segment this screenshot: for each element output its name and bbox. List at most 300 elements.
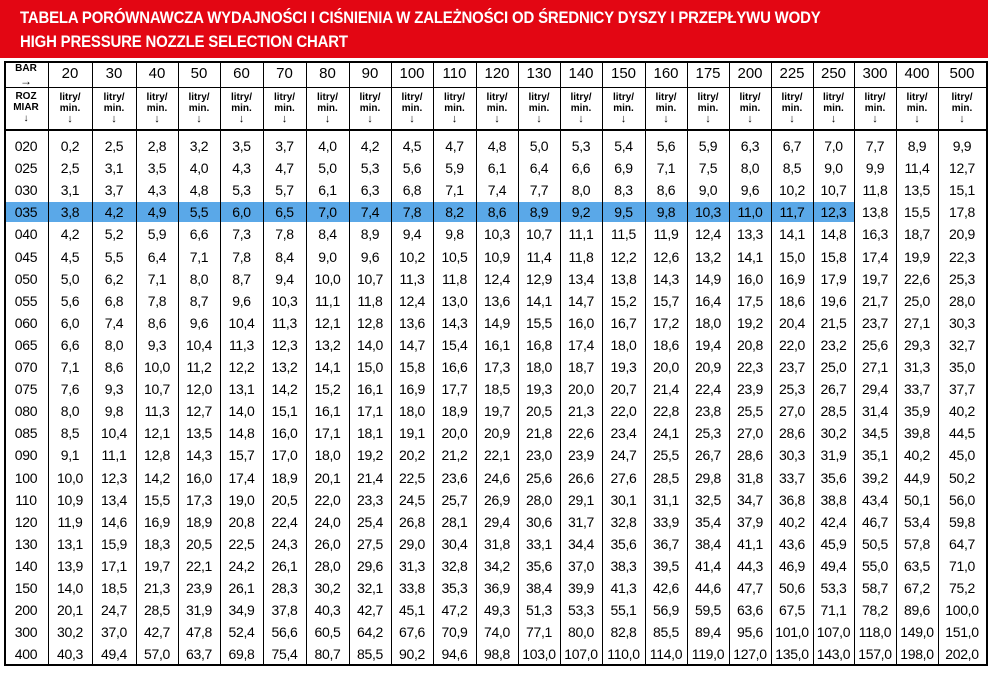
flow-value-cell: 13,3 <box>736 226 764 243</box>
flow-value-cell: 13,9 <box>56 557 84 574</box>
flow-value-cell: 119,0 <box>691 646 725 663</box>
flow-value-cell: 10,5 <box>441 248 468 265</box>
flow-value-cell: 34,5 <box>861 425 889 442</box>
flow-value-cell: 17,1 <box>100 557 128 574</box>
flow-value-cell: 10,0 <box>314 270 341 287</box>
flow-value-cell: 39,2 <box>861 469 889 486</box>
flow-value-cell: 29,4 <box>483 513 511 530</box>
unit-arrow-icon: ↓ <box>959 113 965 125</box>
flow-value-cell: 9,4 <box>275 270 294 287</box>
flow-value-cell: 24,7 <box>610 447 637 464</box>
flow-value-cell: 7,8 <box>232 248 251 265</box>
flow-value-cell: 12,2 <box>228 359 255 375</box>
flow-value-cell: 44,9 <box>903 469 931 486</box>
flow-value-cell: 10,7 <box>820 182 847 199</box>
flow-value-cell: 32,7 <box>948 336 976 353</box>
flow-value-cell: 23,9 <box>736 381 764 398</box>
unit-label-line: min. <box>274 103 295 114</box>
flow-value-cell: 19,4 <box>694 336 722 353</box>
column-divider <box>391 61 392 665</box>
unit-label-line: min. <box>781 103 803 114</box>
flow-value-cell: 127,0 <box>733 646 767 663</box>
flow-value-cell: 19,6 <box>820 292 847 309</box>
flow-value-cell: 50,6 <box>778 580 806 596</box>
flow-value-cell: 39,9 <box>567 580 595 596</box>
flow-value-cell: 13,8 <box>861 204 889 221</box>
flow-value-cell: 7,1 <box>189 248 209 265</box>
flow-value-cell: 12,4 <box>694 226 722 243</box>
flow-value-cell: 64,2 <box>356 624 384 641</box>
flow-value-cell: 25,3 <box>694 425 722 442</box>
unit-arrow-icon: ↓ <box>324 113 331 125</box>
pressure-header: 50 <box>190 65 208 82</box>
flow-value-cell: 38,4 <box>694 535 722 552</box>
pressure-header: 300 <box>862 65 888 82</box>
pressure-header: 500 <box>949 65 975 82</box>
flow-value-cell: 33,7 <box>778 469 806 486</box>
flow-value-cell: 13,5 <box>185 425 213 442</box>
flow-value-cell: 43,4 <box>861 491 889 508</box>
flow-value-cell: 11,1 <box>568 226 594 243</box>
flow-value-cell: 3,1 <box>60 182 80 199</box>
flow-value-cell: 17,5 <box>736 292 764 309</box>
unit-label <box>896 88 938 129</box>
flow-value-cell: 10,7 <box>525 226 553 243</box>
pressure-header: 175 <box>695 65 721 82</box>
flow-value-cell: 10,7 <box>143 381 171 398</box>
nozzle-size-label: 110 <box>15 491 37 508</box>
flow-value-cell: 7,0 <box>318 204 337 221</box>
flow-value-cell: 8,2 <box>445 204 464 221</box>
unit-label <box>602 88 645 129</box>
flow-value-cell: 46,9 <box>778 557 806 574</box>
flow-value-cell: 9,1 <box>60 447 80 464</box>
flow-value-cell: 18,3 <box>143 535 171 552</box>
flow-value-cell: 40,2 <box>948 403 976 420</box>
flow-value-cell: 28,0 <box>314 557 341 574</box>
flow-value-cell: 10,3 <box>483 226 511 243</box>
unit-label <box>729 88 771 129</box>
unit-label-line: min. <box>613 103 634 114</box>
flow-value-cell: 10,3 <box>694 204 722 221</box>
flow-value-cell: 7,3 <box>232 226 251 243</box>
unit-label <box>136 88 178 129</box>
flow-value-cell: 15,0 <box>778 248 806 265</box>
flow-value-cell: 26,7 <box>820 381 847 398</box>
flow-value-cell: 14,7 <box>567 292 595 309</box>
flow-value-cell: 17,8 <box>948 204 976 221</box>
flow-value-cell: 15,1 <box>271 403 298 420</box>
flow-value-cell: 5,9 <box>698 138 718 154</box>
flow-value-cell: 89,4 <box>694 624 722 641</box>
flow-value-cell: 27,6 <box>610 469 637 486</box>
flow-value-cell: 35,1 <box>861 447 889 464</box>
flow-value-cell: 32,1 <box>356 580 384 596</box>
flow-value-cell: 34,7 <box>736 491 764 508</box>
flow-value-cell: 42,7 <box>143 624 171 641</box>
flow-value-cell: 19,3 <box>610 359 637 375</box>
flow-value-cell: 22,6 <box>903 270 931 287</box>
nozzle-size-label: 065 <box>14 336 38 353</box>
flow-value-cell: 24,1 <box>652 425 680 442</box>
unit-label-line: litry/ <box>739 92 761 103</box>
flow-value-cell: 25,5 <box>736 403 764 420</box>
flow-value-cell: 15,5 <box>903 204 931 221</box>
nozzle-size-label: 050 <box>14 270 38 287</box>
flow-value-cell: 11,8 <box>568 248 594 265</box>
flow-value-cell: 8,3 <box>614 182 633 199</box>
pressure-header: 225 <box>779 65 805 82</box>
nozzle-size-label: 075 <box>14 381 38 398</box>
flow-value-cell: 41,4 <box>694 557 722 574</box>
flow-value-cell: 12,2 <box>610 248 637 265</box>
unit-label <box>854 88 896 129</box>
flow-value-cell: 19,7 <box>861 270 889 287</box>
flow-value-cell: 13,4 <box>100 491 128 508</box>
nozzle-size-label: 030 <box>14 182 38 199</box>
flow-value-cell: 14,2 <box>271 381 298 398</box>
flow-value-cell: 14,3 <box>652 270 680 287</box>
title-english: HIGH PRESSURE NOZZLE SELECTION CHART <box>20 32 348 51</box>
unit-label-line: litry/ <box>359 92 381 103</box>
flow-value-cell: 40,2 <box>778 513 806 530</box>
nozzle-size-label: 025 <box>14 160 38 177</box>
flow-value-cell: 20,4 <box>778 314 806 331</box>
flow-value-cell: 28,3 <box>271 580 298 596</box>
flow-value-cell: 23,3 <box>356 491 384 508</box>
flow-value-cell: 32,8 <box>441 557 468 574</box>
flow-value-cell: 30,2 <box>820 425 847 442</box>
unit-arrow-icon: ↓ <box>663 113 669 125</box>
unit-arrow-icon: ↓ <box>705 113 711 125</box>
flow-value-cell: 20,0 <box>567 381 595 398</box>
flow-value-cell: 4,5 <box>60 248 80 265</box>
flow-value-cell: 14,1 <box>525 292 553 309</box>
flow-value-cell: 21,3 <box>143 580 171 596</box>
flow-value-cell: 28,1 <box>441 513 468 530</box>
flow-value-cell: 10,3 <box>271 292 298 309</box>
flow-value-cell: 9,5 <box>614 204 633 221</box>
flow-value-cell: 9,0 <box>318 248 337 265</box>
flow-value-cell: 8,0 <box>189 270 209 287</box>
flow-value-cell: 11,3 <box>228 336 254 353</box>
flow-value-cell: 7,4 <box>360 204 380 221</box>
flow-value-cell: 9,6 <box>189 314 209 331</box>
unit-arrow-icon: ↓ <box>914 113 920 125</box>
flow-value-cell: 29,1 <box>567 491 595 508</box>
flow-value-cell: 2,8 <box>147 138 167 154</box>
flow-value-cell: 8,6 <box>656 182 676 199</box>
flow-value-cell: 7,8 <box>402 204 422 221</box>
flow-value-cell: 16,0 <box>736 270 764 287</box>
flow-value-cell: 9,8 <box>656 204 676 221</box>
unit-label-line: min. <box>401 103 423 114</box>
flow-value-cell: 12,3 <box>100 469 128 486</box>
flow-value-cell: 30,3 <box>948 314 976 331</box>
flow-value-cell: 26,0 <box>314 535 341 552</box>
flow-value-cell: 19,2 <box>736 314 764 331</box>
nozzle-size-label: 130 <box>14 535 38 552</box>
flow-value-cell: 11,0 <box>737 204 763 221</box>
flow-value-cell: 3,8 <box>60 204 80 221</box>
flow-value-cell: 9,6 <box>360 248 380 265</box>
flow-value-cell: 20,8 <box>228 513 255 530</box>
flow-value-cell: 40,3 <box>56 646 84 663</box>
flow-value-cell: 45,9 <box>820 535 847 552</box>
flow-value-cell: 9,8 <box>445 226 464 243</box>
flow-value-cell: 19,9 <box>903 248 931 265</box>
row-divider <box>4 664 988 666</box>
nozzle-size-label: 080 <box>14 403 38 420</box>
flow-value-cell: 15,7 <box>228 447 255 464</box>
nozzle-size-label: 070 <box>14 359 38 375</box>
flow-value-cell: 19,7 <box>483 403 511 420</box>
flow-value-cell: 13,8 <box>610 270 637 287</box>
flow-value-cell: 14,0 <box>356 336 384 353</box>
flow-value-cell: 17,2 <box>652 314 680 331</box>
flow-value-cell: 57,8 <box>903 535 931 552</box>
flow-value-cell: 12,3 <box>820 204 847 221</box>
flow-value-cell: 63,7 <box>185 646 213 663</box>
pressure-header: 60 <box>233 65 250 82</box>
column-divider <box>854 61 855 665</box>
pressure-header: 140 <box>568 65 594 82</box>
flow-value-cell: 7,7 <box>865 138 885 154</box>
flow-value-cell: 16,1 <box>356 381 384 398</box>
flow-value-cell: 5,6 <box>60 292 80 309</box>
column-divider <box>729 61 730 665</box>
flow-value-cell: 24,6 <box>483 469 511 486</box>
flow-value-cell: 38,3 <box>610 557 637 574</box>
unit-label-line: min. <box>231 103 252 114</box>
flow-value-cell: 32,5 <box>694 491 722 508</box>
flow-value-cell: 6,1 <box>318 182 337 199</box>
nozzle-size-label: 090 <box>14 447 38 464</box>
pressure-header: 250 <box>820 65 847 82</box>
flow-value-cell: 8,9 <box>907 138 927 154</box>
flow-value-cell: 29,4 <box>861 381 889 398</box>
flow-value-cell: 28,5 <box>143 602 171 619</box>
flow-value-cell: 3,2 <box>189 138 209 154</box>
flow-value-cell: 12,3 <box>271 336 298 353</box>
flow-value-cell: 8,0 <box>60 403 80 420</box>
flow-value-cell: 35,4 <box>694 513 722 530</box>
flow-value-cell: 25,5 <box>652 447 680 464</box>
flow-value-cell: 19,0 <box>228 491 255 508</box>
flow-value-cell: 20,0 <box>441 425 468 442</box>
unit-arrow-icon: ↓ <box>494 113 500 125</box>
flow-value-cell: 9,0 <box>698 182 718 199</box>
row-divider <box>4 129 988 131</box>
flow-value-cell: 11,9 <box>653 226 679 243</box>
column-divider <box>896 61 897 665</box>
flow-value-cell: 22,0 <box>778 336 806 353</box>
flow-value-cell: 77,1 <box>525 624 553 641</box>
flow-value-cell: 70,9 <box>441 624 468 641</box>
flow-value-cell: 27,1 <box>861 359 889 375</box>
unit-arrow-icon: ↓ <box>67 113 73 125</box>
flow-value-cell: 80,7 <box>314 646 341 663</box>
flow-value-cell: 13,6 <box>483 292 511 309</box>
flow-value-cell: 22,5 <box>398 469 426 486</box>
flow-value-cell: 71,0 <box>948 557 976 574</box>
nozzle-size-label: 200 <box>14 602 38 619</box>
column-divider <box>687 61 688 665</box>
flow-value-cell: 20,5 <box>271 491 298 508</box>
flow-value-cell: 12,9 <box>525 270 553 287</box>
row-divider <box>4 61 988 63</box>
flow-value-cell: 5,3 <box>571 138 591 154</box>
flow-value-cell: 49,4 <box>100 646 128 663</box>
flow-value-cell: 94,6 <box>441 646 468 663</box>
flow-value-cell: 43,6 <box>778 535 806 552</box>
flow-value-cell: 20,2 <box>398 447 426 464</box>
unit-label-line: litry/ <box>273 92 296 103</box>
flow-value-cell: 4,3 <box>147 182 167 199</box>
flow-value-cell: 33,8 <box>398 580 426 596</box>
flow-value-cell: 17,4 <box>567 336 595 353</box>
flow-value-cell: 143,0 <box>816 646 851 663</box>
flow-value-cell: 23,2 <box>820 336 847 353</box>
flow-value-cell: 25,0 <box>903 292 931 309</box>
unit-arrow-icon: ↓ <box>154 113 160 125</box>
flow-value-cell: 22,3 <box>736 359 764 375</box>
flow-value-cell: 20,9 <box>483 425 511 442</box>
column-divider <box>476 61 477 665</box>
flow-value-cell: 15,1 <box>948 182 976 199</box>
flow-value-cell: 22,5 <box>228 535 255 552</box>
flow-value-cell: 78,2 <box>861 602 889 619</box>
flow-value-cell: 17,1 <box>356 403 384 420</box>
flow-value-cell: 63,5 <box>903 557 931 574</box>
flow-value-cell: 37,7 <box>948 381 976 398</box>
flow-value-cell: 30,2 <box>314 580 341 596</box>
flow-value-cell: 9,9 <box>865 160 885 177</box>
flow-value-cell: 5,2 <box>104 226 124 243</box>
column-divider <box>48 61 49 665</box>
column-divider <box>938 61 939 665</box>
flow-value-cell: 6,6 <box>571 160 591 177</box>
bar-arrow-icon: → <box>20 74 32 87</box>
unit-label-line: min. <box>906 103 928 114</box>
flow-value-cell: 11,8 <box>357 292 383 309</box>
nozzle-size-label: 055 <box>14 292 38 309</box>
flow-value-cell: 7,1 <box>445 182 464 199</box>
flow-value-cell: 14,0 <box>228 403 255 420</box>
flow-value-cell: 118,0 <box>858 624 892 641</box>
flow-value-cell: 17,4 <box>861 248 889 265</box>
flow-value-cell: 149,0 <box>900 624 934 641</box>
flow-value-cell: 11,4 <box>526 248 552 265</box>
flow-value-cell: 28,6 <box>736 447 764 464</box>
unit-arrow-icon: ↓ <box>578 113 584 125</box>
flow-value-cell: 33,9 <box>652 513 680 530</box>
flow-value-cell: 12,6 <box>652 248 680 265</box>
unit-arrow-icon: ↓ <box>238 113 245 125</box>
unit-label <box>220 88 263 129</box>
flow-value-cell: 25,3 <box>948 270 976 287</box>
flow-value-cell: 80,0 <box>567 624 595 641</box>
flow-value-cell: 56,0 <box>948 491 976 508</box>
unit-label-line: min. <box>823 103 844 114</box>
flow-value-cell: 41,3 <box>610 580 637 596</box>
unit-label <box>48 88 92 129</box>
flow-value-cell: 18,7 <box>903 226 931 243</box>
flow-value-cell: 11,7 <box>779 204 805 221</box>
flow-value-cell: 22,4 <box>694 381 722 398</box>
flow-value-cell: 20,7 <box>610 381 637 398</box>
flow-value-cell: 31,8 <box>483 535 511 552</box>
unit-label-line: litry/ <box>570 92 592 103</box>
flow-value-cell: 28,5 <box>652 469 680 486</box>
flow-value-cell: 21,8 <box>525 425 553 442</box>
flow-value-cell: 4,2 <box>60 226 80 243</box>
unit-label-line: min. <box>444 103 465 114</box>
column-divider <box>263 61 264 665</box>
flow-value-cell: 23,8 <box>694 403 722 420</box>
flow-value-cell: 64,7 <box>948 535 976 552</box>
flow-value-cell: 0,2 <box>60 138 80 154</box>
flow-value-cell: 22,4 <box>271 513 298 530</box>
flow-value-cell: 47,7 <box>736 580 764 596</box>
flow-value-cell: 8,6 <box>487 204 507 221</box>
flow-value-cell: 22,1 <box>483 447 511 464</box>
flow-value-cell: 23,4 <box>610 425 637 442</box>
flow-value-cell: 44,3 <box>736 557 764 574</box>
corner-bar-label <box>4 63 48 87</box>
flow-value-cell: 53,3 <box>567 602 595 619</box>
flow-value-cell: 12,4 <box>483 270 511 287</box>
flow-value-cell: 13,6 <box>398 314 426 331</box>
unit-label <box>476 88 518 129</box>
flow-value-cell: 25,6 <box>525 469 553 486</box>
flow-value-cell: 16,1 <box>314 403 341 420</box>
flow-value-cell: 67,2 <box>903 580 931 596</box>
flow-value-cell: 40,2 <box>903 447 931 464</box>
unit-label-line: min. <box>103 103 125 114</box>
flow-value-cell: 37,0 <box>100 624 128 641</box>
unit-label-line: min. <box>655 103 677 114</box>
flow-value-cell: 20,8 <box>736 336 764 353</box>
flow-value-cell: 39,8 <box>903 425 931 442</box>
flow-value-cell: 16,0 <box>185 469 213 486</box>
flow-value-cell: 30,4 <box>441 535 468 552</box>
flow-value-cell: 25,3 <box>778 381 806 398</box>
flow-value-cell: 9,0 <box>824 160 843 177</box>
flow-value-cell: 19,2 <box>356 447 384 464</box>
unit-arrow-icon: ↓ <box>536 113 542 125</box>
unit-label-line: min. <box>486 103 508 114</box>
flow-value-cell: 82,8 <box>610 624 637 641</box>
size-label-line: MIAR <box>13 102 39 113</box>
unit-label-line: litry/ <box>612 92 635 103</box>
flow-value-cell: 11,8 <box>441 270 467 287</box>
flow-value-cell: 7,6 <box>60 381 80 398</box>
flow-value-cell: 42,7 <box>356 602 384 619</box>
flow-value-cell: 16,6 <box>441 359 468 375</box>
flow-value-cell: 9,9 <box>952 138 972 154</box>
flow-value-cell: 85,5 <box>356 646 384 663</box>
flow-value-cell: 11,2 <box>186 359 212 375</box>
flow-value-cell: 30,3 <box>778 447 806 464</box>
flow-value-cell: 12,8 <box>143 447 171 464</box>
flow-value-cell: 17,4 <box>228 469 255 486</box>
flow-value-cell: 14,1 <box>736 248 764 265</box>
flow-value-cell: 24,7 <box>100 602 128 619</box>
flow-value-cell: 21,2 <box>441 447 468 464</box>
unit-label-line: litry/ <box>781 92 803 103</box>
unit-arrow-icon: ↓ <box>451 113 458 125</box>
